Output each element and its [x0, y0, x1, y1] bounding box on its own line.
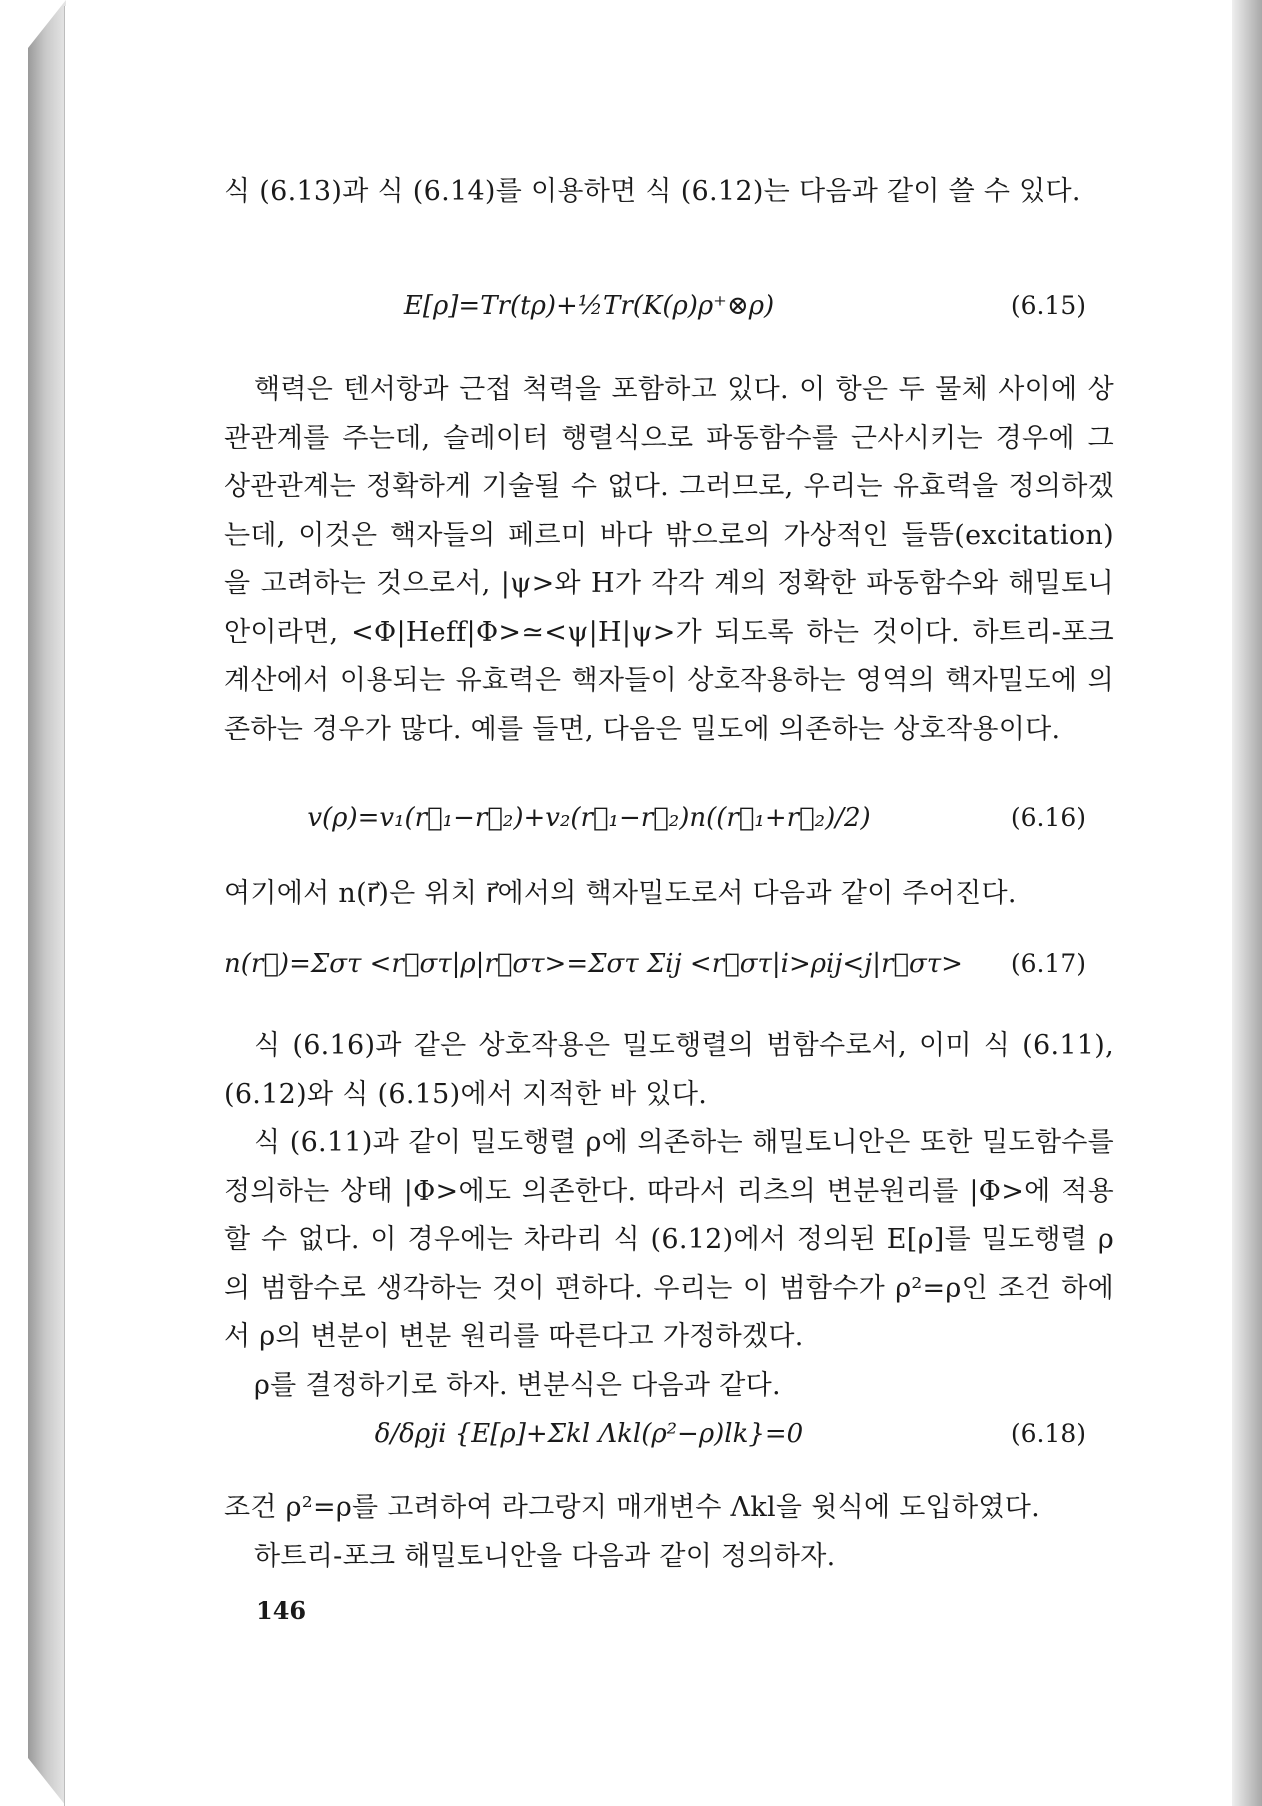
equation-number: (6.16)	[1010, 803, 1086, 832]
equation-number: (6.17)	[1010, 949, 1086, 978]
equation-body: δ/δρji {E[ρ]+Σkl Λkl(ρ²−ρ)lk}=0	[374, 1419, 804, 1449]
equation-6-18	[224, 1404, 1114, 1464]
equation-body: E[ρ]=Tr(tρ)+½Tr(K(ρ)ρ⁺⊗ρ)	[403, 291, 775, 321]
paragraph-intro	[224, 168, 1114, 217]
paragraph-density-def	[224, 870, 1114, 919]
paragraph-text: 여기에서 n(r⃗)은 위치 r⃗에서의 핵자밀도로서 다음과 같이 주어진다.	[224, 878, 1017, 909]
paragraph-functional	[224, 1022, 1114, 1410]
paragraph-text: ρ를 결정하기로 하자. 변분식은 다음과 같다.	[254, 1369, 781, 1401]
page-edge	[1232, 0, 1262, 1806]
paragraph-text: 하트리-포크 해밀토니안을 다음과 같이 정의하자.	[254, 1540, 836, 1572]
equation-body: n(r⃗)=Σστ <r⃗στ|ρ|r⃗στ>=Σστ Σij <r⃗στ|i>ρij<j|r⃗στ>	[224, 949, 963, 979]
book-spine-corner-top	[28, 0, 66, 48]
equation-number: (6.18)	[1010, 1419, 1086, 1448]
paragraph-text: 식 (6.11)과 같이 밀도행렬 ρ에 의존하는 해밀토니안은 또한 밀도함수를 정의하는 상태 |Φ>에도 의존한다. 따라서 리츠의 변분원리를 |Φ>에 적용할 수 없다. 이 경우에는 차라리 식 (6.12)에서 정의된 E[ρ]를 밀도행렬 ρ의 범함수로 생각하는 것이 편하다. 우리는 이 범함수가 ρ²=ρ인 조건 하에서 ρ의 변분이 변분 원리를 따른다고 가정하겠다.	[224, 1127, 1114, 1352]
equation-6-16	[224, 788, 1114, 848]
book-spine	[28, 0, 66, 1806]
equation-6-15	[224, 276, 1114, 336]
paragraph-lagrange	[224, 1484, 1114, 1581]
book-spine-corner-bottom	[28, 1758, 66, 1806]
paragraph-text: 식 (6.16)과 같은 상호작용은 밀도행렬의 범함수로서, 이미 식 (6.11), (6.12)와 식 (6.15)에서 지적한 바 있다.	[224, 1030, 1114, 1110]
equation-number: (6.15)	[1010, 291, 1086, 320]
equation-body: v(ρ)=v₁(r⃗₁−r⃗₂)+v₂(r⃗₁−r⃗₂)n((r⃗₁+r⃗₂)/2)	[307, 803, 871, 833]
paragraph-text: 식 (6.13)과 식 (6.14)를 이용하면 식 (6.12)는 다음과 같이 쓸 수 있다.	[224, 176, 1081, 207]
equation-6-17	[224, 934, 1114, 994]
paragraph-text: 핵력은 텐서항과 근접 척력을 포함하고 있다. 이 항은 두 물체 사이에 상관관계를 주는데, 슬레이터 행렬식으로 파동함수를 근사시키는 경우에 그 상관관계는 정확하게 기술될 수 없다. 그러므로, 우리는 유효력을 정의하겠는데, 이것은 핵자들의 페르미 바다 밖으로의 가상적인 들뜸(excitation)을 고려하는 것으로서, |ψ>와 H가 각각 계의 정확한 파동함수와 해밀토니안이라면, <Φ|Heff|Φ>≃<ψ|H|ψ>가 되도록 하는 것이다. 하트리-포크 계산에서 이용되는 유효력은 핵자들이 상호작용하는 영역의 핵자밀도에 의존하는 경우가 많다. 예를 들면, 다음은 밀도에 의존하는 상호작용이다.	[224, 374, 1114, 745]
paragraph-text: 조건 ρ²=ρ를 고려하여 라그랑지 매개변수 Λkl을 윗식에 도입하였다.	[224, 1492, 1041, 1523]
paragraph-effective-force	[224, 366, 1114, 754]
page-number: 146	[256, 1596, 307, 1625]
